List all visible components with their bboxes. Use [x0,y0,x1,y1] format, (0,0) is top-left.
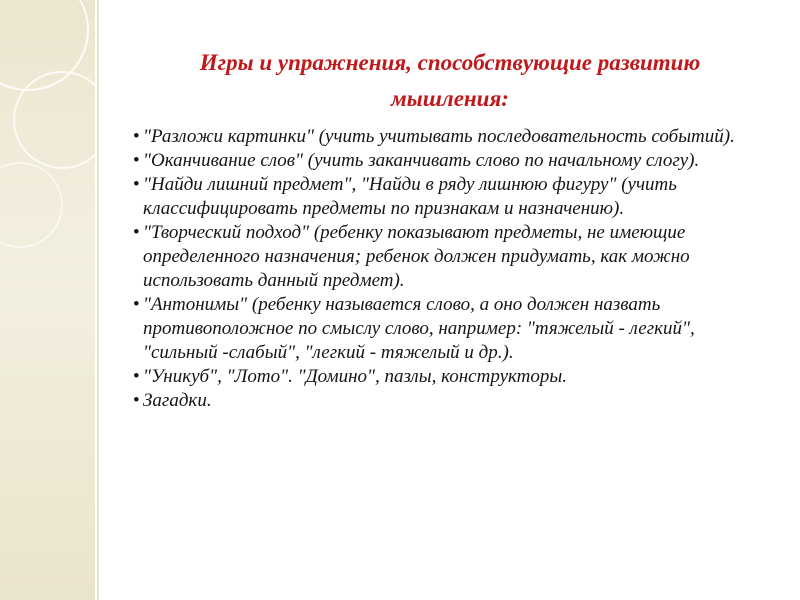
list-item: • "Уникуб", "Лото". "Домино", пазлы, конструкторы. [133,365,773,389]
bullet-list [133,125,773,413]
list-item: • "Оканчивание слов" (учить заканчивать слово по начальному слогу). [133,149,773,173]
decorative-sidebar [0,0,95,600]
list-item: • "Разложи картинки" (учить учитывать последовательность событий). [133,125,773,149]
sidebar-divider [97,0,99,600]
list-item: • Загадки. [133,389,773,413]
list-item: • "Творческий подход" (ребенку показывают предметы, не имеющие определенного назначения; ребенок должен придумать, как можно использовать данный предмет). [133,221,773,293]
decorative-circles-graphic [0,0,95,600]
list-item: • "Антонимы" (ребенку называется слово, а оно должен назвать противоположное по смыслу слово, например: "тяжелый - легкий", "сильный -слабый", "легкий - тяжелый и др.). [133,293,773,365]
list-item: • "Найди лишний предмет", "Найди в ряду лишнюю фигуру" (учить классифицировать предметы по признакам и назначению). [133,173,773,221]
slide-title: Игры и упражнения, способствующие развитию мышления: [199,50,701,111]
